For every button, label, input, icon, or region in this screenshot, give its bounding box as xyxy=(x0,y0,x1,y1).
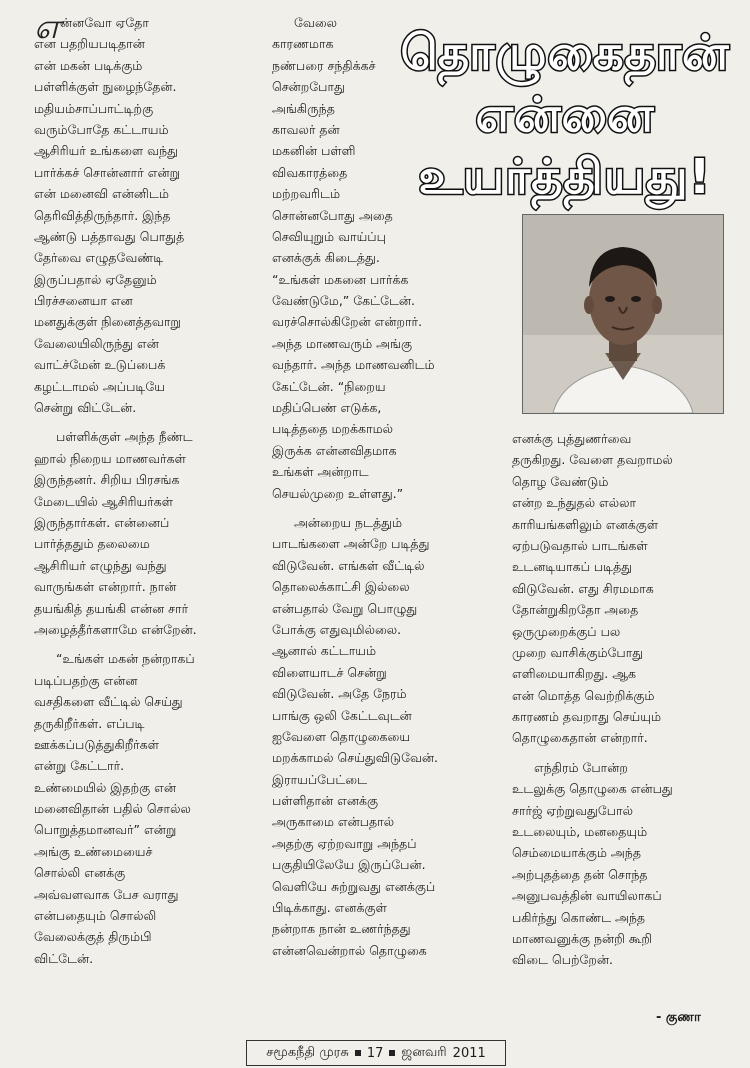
page-footer xyxy=(246,1040,506,1066)
text-line: நன்றாக நான் உணர்ந்தது xyxy=(272,921,411,937)
text-line: என பதறியபடிதான் xyxy=(34,36,145,52)
text-line: மனதுக்குள் நினைத்தவாறு xyxy=(34,314,181,330)
text-line: வசதிகளை வீட்டில் செய்து xyxy=(34,694,183,710)
text-line: போக்கு எதுவுமில்லை. xyxy=(272,621,402,637)
text-line: விடுவேன். எது சிரமமாக xyxy=(512,580,654,596)
text-line: விட்டேன். xyxy=(34,950,94,966)
text-line: எந்திரம் போன்ற xyxy=(534,759,628,775)
text-line: மனைவிதான் பதில் சொல்ல xyxy=(34,801,191,817)
text-line: படித்ததை மறக்காமல் xyxy=(272,421,394,437)
text-line: என் மனைவி என்னிடம் xyxy=(34,186,169,202)
text-line: உடனடியாகப் படித்து xyxy=(512,559,633,575)
text-line: தேர்வை எழுதவேண்டி xyxy=(34,250,164,266)
text-line: இருக்க என்னவிதமாக xyxy=(272,442,397,458)
text-line: விளையாடச் சென்று xyxy=(272,664,387,680)
text-line: உண்மையில் இதற்கு என் xyxy=(34,779,177,795)
text-line: தொழுகைதான் என்றார். xyxy=(512,730,648,746)
text-line: மதிப்பெண் எடுக்க, xyxy=(272,400,382,416)
text-line: காரணம் தவறாது செய்யும் xyxy=(512,709,662,725)
text-line: “உங்கள் மகன் நன்றாகப் xyxy=(56,651,195,667)
text-line: தயங்கித் தயங்கி என்ன சார் xyxy=(34,600,189,616)
text-line: பிரச்சனையா என xyxy=(34,293,133,309)
text-line: பள்ளிதான் எனக்கு xyxy=(272,793,379,809)
text-line: வரும்போதே கட்டாயம் xyxy=(34,121,169,137)
text-line: தோன்றுகிறதோ அதை xyxy=(512,602,639,618)
text-line: வேலை xyxy=(294,15,338,30)
text-line: பகிர்ந்து கொண்ட அந்த xyxy=(512,909,646,925)
text-line: ஊக்கப்படுத்துகிறீர்கள் xyxy=(34,736,159,752)
text-line: வேலையிலிருந்து என் xyxy=(34,335,159,351)
text-line: மேடையில் ஆசிரியர்கள் xyxy=(34,493,174,509)
text-line: பிடிக்காது. எனக்குள் xyxy=(272,900,387,916)
paragraph-1 xyxy=(34,7,262,418)
separator-square-icon xyxy=(355,1050,361,1056)
text-line: அந்த மாணவரும் அங்கு xyxy=(272,335,412,351)
text-line: நண்பரை சந்திக்கச் xyxy=(272,57,376,73)
text-line: என்ற உந்துதல் எல்லா xyxy=(512,495,637,511)
paragraph-6 xyxy=(512,428,727,749)
text-line: வாருங்கள் என்றார். நான் xyxy=(34,579,177,595)
paragraph-7 xyxy=(512,757,727,971)
article-headline xyxy=(400,22,730,208)
text-line: என்று கேட்டார். xyxy=(34,758,125,774)
text-line: “உங்கள் மகனை பார்க்க xyxy=(272,271,409,287)
text-line: வெளியே சுற்றுவது எனக்குப் xyxy=(272,878,436,894)
text-line: இருந்தனர். சிறிய பிரசங்க xyxy=(34,472,180,488)
text-line: தொழ வேண்டும் xyxy=(512,473,609,489)
text-line: செயல்முறை உள்ளது.” xyxy=(272,485,404,501)
text-line: சார்ஜ் ஏற்றுவதுபோல் xyxy=(512,802,633,818)
text-line: பார்த்ததும் தலைமை xyxy=(34,536,150,552)
text-line: பாடங்களை அன்றே படித்து xyxy=(272,536,430,552)
text-line: ஐவேளை தொழுகையை xyxy=(272,728,411,744)
page-number: 17 xyxy=(366,1045,384,1061)
article-column-1 xyxy=(34,7,262,969)
text-line: அற்புதத்தை தன் சொந்த xyxy=(512,866,648,882)
text-line: அவ்வளவாக பேச வராது xyxy=(34,886,179,902)
text-line: வாட்ச்மேன் உடுப்பைக் xyxy=(34,357,166,373)
text-line: விவகாரத்தை xyxy=(272,164,348,180)
text-line: தெரிவித்திருந்தார். இந்த xyxy=(34,207,171,223)
text-line: கழட்டாமல் அப்படியே xyxy=(34,378,165,394)
text-line: அன்றைய நடத்தும் xyxy=(294,514,403,530)
text-line: இருப்பதால் ஏதேனும் xyxy=(34,271,157,287)
text-line: வந்தார். அந்த மாணவனிடம் xyxy=(272,357,435,373)
issue-year: 2011 xyxy=(452,1045,486,1061)
text-line: பகுதியிலேயே இருப்பேன். xyxy=(272,857,426,873)
text-line: இருந்தார்கள். என்னைப் xyxy=(34,514,170,530)
text-line: எளிமையாகிறது. ஆக xyxy=(512,666,637,682)
text-line: படிப்பதற்கு என்ன xyxy=(34,672,138,688)
text-line: மற்றவரிடம் xyxy=(272,186,341,202)
text-line: காரணமாக xyxy=(272,36,334,52)
text-line: தருகிறீர்கள். எப்படி xyxy=(34,715,145,731)
text-line: எனக்குக் கிடைத்து. xyxy=(272,250,380,266)
text-line: விடுவேன். அதே நேரம் xyxy=(272,686,407,702)
text-line: ஆண்டு பத்தாவது பொதுத் xyxy=(34,228,185,244)
portrait-illustration xyxy=(523,215,723,413)
text-line: அங்கிருந்த xyxy=(272,100,335,116)
text-line: ஆசிரியர் எழுந்து வந்து xyxy=(34,557,167,573)
text-line: எனக்கு புத்துணர்வை xyxy=(512,431,632,446)
text-line: சென்று விட்டேன். xyxy=(34,400,137,416)
text-line: விடை பெற்றேன். xyxy=(512,952,613,968)
text-line: உடலுக்கு தொழுகை என்பது xyxy=(512,781,673,797)
text-line: காரியங்களிலும் எனக்குள் xyxy=(512,516,659,532)
text-line: பாங்கு ஒலி கேட்டவுடன் xyxy=(272,707,412,723)
text-line: தருகிறது. வேளை தவறாமல் xyxy=(512,452,673,468)
text-line: அழைத்தீர்களாமே என்றேன். xyxy=(34,621,197,637)
text-line: ன்னவோ ஏதோ xyxy=(60,15,149,30)
text-line: அங்கு உண்மையைச் xyxy=(34,843,153,859)
text-line: பள்ளிக்குள் நுழைந்தேன். xyxy=(34,79,177,95)
text-line: வரச்சொல்கிறேன் என்றார். xyxy=(272,314,423,330)
text-line: தொலைக்காட்சி இல்லை xyxy=(272,579,410,595)
text-line: இராயப்பேட்டை xyxy=(272,771,368,787)
text-line: ஆனால் கட்டாயம் xyxy=(272,643,377,659)
text-line: என்னவென்றால் தொழுகை xyxy=(272,942,427,958)
drop-cap: எ xyxy=(34,7,61,47)
article-column-3 xyxy=(512,428,727,971)
text-line: உடலையும், மனதையும் xyxy=(512,824,648,840)
boy-portrait-photo xyxy=(522,214,724,414)
text-line: செவியுறும் வாய்ப்பு xyxy=(272,228,386,244)
text-line: காவலர் தன் xyxy=(272,121,340,137)
text-line: சொன்னபோது அதை xyxy=(272,207,393,223)
paragraph-2 xyxy=(34,426,262,640)
text-line: மாணவனுக்கு நன்றி கூறி xyxy=(512,930,653,946)
text-line: விடுவேன். எங்கள் வீட்டில் xyxy=(272,557,425,573)
text-line: ஹால் நிறைய மாணவர்கள் xyxy=(34,450,186,466)
text-line: பள்ளிக்குள் அந்த நீண்ட xyxy=(56,429,193,445)
text-line: என்பதால் வேறு பொழுது xyxy=(272,600,418,616)
text-line: வேண்டுமே,” கேட்டேன். xyxy=(272,293,415,309)
separator-square-icon xyxy=(389,1050,395,1056)
headline-line: என்னை xyxy=(475,87,655,143)
text-line: ஒருமுறைக்குப் பல xyxy=(512,623,621,639)
text-line: வேலைக்குத் திரும்பி xyxy=(34,929,152,945)
text-line: முறை வாசிக்கும்போது xyxy=(512,644,644,660)
text-line: பார்க்கச் சொன்னார் என்று xyxy=(34,164,181,180)
text-line: கேட்டேன். “நிறைய xyxy=(272,378,386,394)
text-line: சொல்லி எனக்கு xyxy=(34,865,126,881)
text-line: சென்றபோது xyxy=(272,79,345,95)
paragraph-5 xyxy=(272,512,494,961)
text-line: மறக்காமல் செய்துவிடுவேன். xyxy=(272,750,439,766)
text-line: மதியம்சாப்பாட்டிற்கு xyxy=(34,100,154,116)
text-line: ஆசிரியர் உங்களை வந்து xyxy=(34,143,179,159)
magazine-name: சமூகநீதி முரசு xyxy=(266,1045,349,1060)
author-credit: - குணா xyxy=(656,1010,701,1025)
text-line: என்பதையும் சொல்லி xyxy=(34,908,157,924)
paragraph-3 xyxy=(34,648,262,969)
text-line: என் மகன் படிக்கும் xyxy=(34,57,143,73)
text-line: அருகாமை என்பதால் xyxy=(272,814,395,830)
text-line: அனுபவத்தின் வாயிலாகப் xyxy=(512,888,662,904)
headline-line: தொழுகைதான் xyxy=(400,25,730,81)
text-line: அதற்கு ஏற்றவாறு அந்தப் xyxy=(272,835,417,851)
text-line: என் மொத்த வெற்றிக்கும் xyxy=(512,687,655,703)
text-line: பொறுத்தமானவர்” என்று xyxy=(34,822,177,838)
text-line: செம்மையாக்கும் அந்த xyxy=(512,845,641,861)
text-line: உங்கள் அன்றாட xyxy=(272,464,369,480)
text-line: ஏற்படுவதால் பாடங்கள் xyxy=(512,537,648,553)
text-line: மகனின் பள்ளி xyxy=(272,143,356,159)
headline-line: உயர்த்தியது! xyxy=(418,149,712,205)
issue-month: ஜனவரி xyxy=(401,1045,447,1060)
